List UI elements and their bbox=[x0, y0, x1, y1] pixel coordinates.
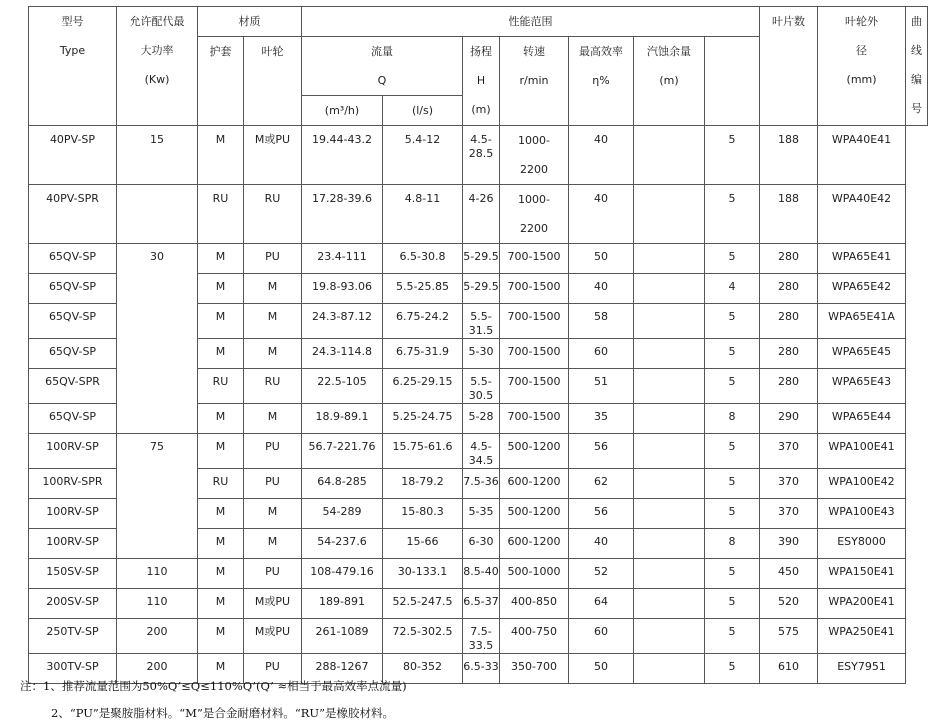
cell-speed: 700-1500 bbox=[500, 304, 569, 339]
cell-impeller: M bbox=[244, 274, 302, 304]
col-curve-header: 曲线编号 bbox=[906, 7, 928, 126]
cell-npsh bbox=[634, 244, 705, 274]
cell-model: 65QV-SP bbox=[29, 339, 117, 369]
cell-head: 5-28 bbox=[463, 404, 500, 434]
cell-npsh bbox=[634, 469, 705, 499]
cell-head: 4.5-28.5 bbox=[463, 126, 500, 185]
cell-impeller: RU bbox=[244, 369, 302, 404]
cell-efficiency: 64 bbox=[569, 589, 634, 619]
cell-diameter: 370 bbox=[760, 434, 818, 469]
cell-curve: ESY7951 bbox=[818, 654, 906, 684]
cell-head: 5-30 bbox=[463, 339, 500, 369]
table-row bbox=[29, 185, 928, 244]
cell-flow-m3h: 24.3-87.12 bbox=[302, 304, 383, 339]
cell-flow-ls: 6.75-31.9 bbox=[383, 339, 463, 369]
cell-speed: 1000- 2200 bbox=[500, 126, 569, 185]
cell-flow-m3h: 64.8-285 bbox=[302, 469, 383, 499]
cell-head: 7.5-36 bbox=[463, 469, 500, 499]
col-flow-header: 流量 Q bbox=[302, 37, 463, 96]
cell-flow-ls: 52.5-247.5 bbox=[383, 589, 463, 619]
cell-curve: WPA200E41 bbox=[818, 589, 906, 619]
cell-curve: WPA100E41 bbox=[818, 434, 906, 469]
cell-impeller: PU bbox=[244, 654, 302, 684]
cell-head: 5.5-30.5 bbox=[463, 369, 500, 404]
cell-curve: WPA65E42 bbox=[818, 274, 906, 304]
cell-model: 40PV-SPR bbox=[29, 185, 117, 244]
cell-efficiency: 60 bbox=[569, 619, 634, 654]
cell-impeller: M bbox=[244, 529, 302, 559]
cell-flow-ls: 30-133.1 bbox=[383, 559, 463, 589]
cell-npsh bbox=[634, 654, 705, 684]
cell-impeller: M bbox=[244, 339, 302, 369]
cell-impeller: M或PU bbox=[244, 589, 302, 619]
cell-efficiency: 58 bbox=[569, 304, 634, 339]
cell-blades: 5 bbox=[705, 434, 760, 469]
cell-flow-ls: 5.25-24.75 bbox=[383, 404, 463, 434]
cell-head: 7.5-33.5 bbox=[463, 619, 500, 654]
cell-model: 150SV-SP bbox=[29, 559, 117, 589]
cell-flow-ls: 6.5-30.8 bbox=[383, 244, 463, 274]
cell-power: 200 bbox=[117, 654, 198, 684]
cell-blades: 5 bbox=[705, 339, 760, 369]
cell-sheath: M bbox=[198, 274, 244, 304]
cell-efficiency: 52 bbox=[569, 559, 634, 589]
cell-flow-m3h: 189-891 bbox=[302, 589, 383, 619]
cell-speed: 350-700 bbox=[500, 654, 569, 684]
cell-impeller: PU bbox=[244, 559, 302, 589]
col-material-header: 材质 bbox=[198, 7, 302, 37]
cell-speed: 600-1200 bbox=[500, 529, 569, 559]
cell-speed: 400-750 bbox=[500, 619, 569, 654]
col-diameter-header: 叶轮外 径 (mm) bbox=[818, 7, 906, 126]
cell-flow-m3h: 17.28-39.6 bbox=[302, 185, 383, 244]
cell-speed: 1000- 2200 bbox=[500, 185, 569, 244]
cell-npsh bbox=[634, 559, 705, 589]
cell-npsh bbox=[634, 185, 705, 244]
cell-flow-ls: 15.75-61.6 bbox=[383, 434, 463, 469]
cell-diameter: 280 bbox=[760, 304, 818, 339]
cell-sheath: M bbox=[198, 589, 244, 619]
cell-sheath: M bbox=[198, 339, 244, 369]
cell-speed: 700-1500 bbox=[500, 369, 569, 404]
cell-sheath: M bbox=[198, 654, 244, 684]
table-row bbox=[29, 244, 928, 274]
cell-model: 100RV-SP bbox=[29, 529, 117, 559]
cell-head: 8.5-40 bbox=[463, 559, 500, 589]
cell-npsh bbox=[634, 434, 705, 469]
cell-model: 65QV-SP bbox=[29, 274, 117, 304]
cell-diameter: 390 bbox=[760, 529, 818, 559]
cell-curve: WPA40E42 bbox=[818, 185, 906, 244]
cell-flow-ls: 80-352 bbox=[383, 654, 463, 684]
cell-flow-ls: 5.5-25.85 bbox=[383, 274, 463, 304]
cell-npsh bbox=[634, 304, 705, 339]
cell-blades: 4 bbox=[705, 274, 760, 304]
cell-diameter: 290 bbox=[760, 404, 818, 434]
cell-efficiency: 35 bbox=[569, 404, 634, 434]
table-row bbox=[29, 559, 928, 589]
cell-model: 65QV-SP bbox=[29, 244, 117, 274]
cell-efficiency: 56 bbox=[569, 499, 634, 529]
cell-flow-ls: 5.4-12 bbox=[383, 126, 463, 185]
cell-blades: 5 bbox=[705, 244, 760, 274]
cell-sheath: M bbox=[198, 434, 244, 469]
cell-sheath: RU bbox=[198, 185, 244, 244]
cell-flow-m3h: 261-1089 bbox=[302, 619, 383, 654]
cell-flow-ls: 6.25-29.15 bbox=[383, 369, 463, 404]
col-sheath-header: 护套 bbox=[198, 37, 244, 126]
cell-flow-ls: 72.5-302.5 bbox=[383, 619, 463, 654]
cell-efficiency: 40 bbox=[569, 126, 634, 185]
cell-sheath: M bbox=[198, 619, 244, 654]
footnotes bbox=[20, 673, 407, 727]
cell-blades: 5 bbox=[705, 499, 760, 529]
cell-npsh bbox=[634, 339, 705, 369]
cell-blades: 5 bbox=[705, 469, 760, 499]
cell-flow-m3h: 54-237.6 bbox=[302, 529, 383, 559]
table-row bbox=[29, 619, 928, 654]
table-row bbox=[29, 589, 928, 619]
cell-flow-m3h: 288-1267 bbox=[302, 654, 383, 684]
col-performance-header: 性能范围 bbox=[302, 7, 760, 37]
cell-model: 65QV-SP bbox=[29, 304, 117, 339]
cell-flow-m3h: 56.7-221.76 bbox=[302, 434, 383, 469]
col-power-header: 允许配代最 大功率 (Kw) bbox=[117, 7, 198, 126]
cell-curve: WPA150E41 bbox=[818, 559, 906, 589]
cell-sheath: M bbox=[198, 404, 244, 434]
pump-spec-table bbox=[28, 6, 928, 684]
cell-speed: 700-1500 bbox=[500, 274, 569, 304]
cell-speed: 600-1200 bbox=[500, 469, 569, 499]
cell-blades: 5 bbox=[705, 589, 760, 619]
cell-model: 300TV-SP bbox=[29, 654, 117, 684]
footnote-1: 注：1、推荐流量范围为50%Q’≤Q≤110%Q’(Q’ ≈相当于最高效率点流量) bbox=[20, 679, 407, 693]
cell-curve: WPA40E41 bbox=[818, 126, 906, 185]
cell-diameter: 188 bbox=[760, 185, 818, 244]
cell-sheath: M bbox=[198, 244, 244, 274]
cell-diameter: 575 bbox=[760, 619, 818, 654]
cell-efficiency: 40 bbox=[569, 185, 634, 244]
cell-efficiency: 60 bbox=[569, 339, 634, 369]
cell-head: 4.5-34.5 bbox=[463, 434, 500, 469]
cell-sheath: RU bbox=[198, 369, 244, 404]
cell-efficiency: 51 bbox=[569, 369, 634, 404]
cell-efficiency: 62 bbox=[569, 469, 634, 499]
col-blades-header: 叶片数 bbox=[760, 7, 818, 126]
cell-curve: WPA65E43 bbox=[818, 369, 906, 404]
cell-flow-ls: 15-66 bbox=[383, 529, 463, 559]
cell-blades: 5 bbox=[705, 559, 760, 589]
col-npsh-header: 汽蚀余量 (m) bbox=[634, 37, 705, 126]
cell-efficiency: 50 bbox=[569, 244, 634, 274]
cell-speed: 500-1000 bbox=[500, 559, 569, 589]
cell-npsh bbox=[634, 619, 705, 654]
cell-efficiency: 50 bbox=[569, 654, 634, 684]
col-flow-ls-header: (l/s) bbox=[383, 96, 463, 126]
cell-flow-m3h: 19.44-43.2 bbox=[302, 126, 383, 185]
cell-diameter: 520 bbox=[760, 589, 818, 619]
cell-flow-m3h: 18.9-89.1 bbox=[302, 404, 383, 434]
cell-speed: 700-1500 bbox=[500, 339, 569, 369]
cell-model: 40PV-SP bbox=[29, 126, 117, 185]
cell-speed: 700-1500 bbox=[500, 404, 569, 434]
cell-flow-m3h: 19.8-93.06 bbox=[302, 274, 383, 304]
cell-speed: 500-1200 bbox=[500, 499, 569, 529]
cell-sheath: RU bbox=[198, 469, 244, 499]
cell-blades: 8 bbox=[705, 529, 760, 559]
cell-power: 75 bbox=[117, 434, 198, 559]
cell-flow-m3h: 24.3-114.8 bbox=[302, 339, 383, 369]
cell-curve: WPA65E41 bbox=[818, 244, 906, 274]
cell-flow-ls: 4.8-11 bbox=[383, 185, 463, 244]
cell-blades: 8 bbox=[705, 404, 760, 434]
cell-curve: WPA250E41 bbox=[818, 619, 906, 654]
cell-curve: WPA65E44 bbox=[818, 404, 906, 434]
cell-power: 110 bbox=[117, 559, 198, 589]
cell-power: 15 bbox=[117, 126, 198, 185]
cell-diameter: 188 bbox=[760, 126, 818, 185]
cell-diameter: 280 bbox=[760, 369, 818, 404]
cell-blades: 5 bbox=[705, 369, 760, 404]
col-impeller-header: 叶轮 bbox=[244, 37, 302, 126]
cell-diameter: 370 bbox=[760, 469, 818, 499]
cell-model: 200SV-SP bbox=[29, 589, 117, 619]
cell-head: 5-35 bbox=[463, 499, 500, 529]
table-row bbox=[29, 434, 928, 469]
cell-blades: 5 bbox=[705, 185, 760, 244]
cell-efficiency: 56 bbox=[569, 434, 634, 469]
cell-head: 6.5-33 bbox=[463, 654, 500, 684]
cell-speed: 700-1500 bbox=[500, 244, 569, 274]
cell-curve: WPA65E45 bbox=[818, 339, 906, 369]
cell-model: 100RV-SP bbox=[29, 434, 117, 469]
cell-head: 6-30 bbox=[463, 529, 500, 559]
cell-efficiency: 40 bbox=[569, 274, 634, 304]
cell-impeller: PU bbox=[244, 469, 302, 499]
cell-blades: 5 bbox=[705, 304, 760, 339]
cell-diameter: 280 bbox=[760, 244, 818, 274]
cell-sheath: M bbox=[198, 304, 244, 339]
cell-sheath: M bbox=[198, 529, 244, 559]
cell-impeller: RU bbox=[244, 185, 302, 244]
cell-curve: WPA100E42 bbox=[818, 469, 906, 499]
cell-head: 5-29.5 bbox=[463, 274, 500, 304]
col-speed-header: 转速 r/min bbox=[500, 37, 569, 126]
cell-head: 4-26 bbox=[463, 185, 500, 244]
cell-diameter: 370 bbox=[760, 499, 818, 529]
col-model-header: 型号 Type bbox=[29, 7, 117, 126]
cell-npsh bbox=[634, 274, 705, 304]
cell-power bbox=[117, 185, 198, 244]
cell-head: 6.5-37 bbox=[463, 589, 500, 619]
cell-flow-m3h: 108-479.16 bbox=[302, 559, 383, 589]
cell-impeller: M或PU bbox=[244, 126, 302, 185]
cell-diameter: 450 bbox=[760, 559, 818, 589]
cell-flow-m3h: 54-289 bbox=[302, 499, 383, 529]
cell-flow-ls: 6.75-24.2 bbox=[383, 304, 463, 339]
cell-model: 100RV-SP bbox=[29, 499, 117, 529]
col-flow-m3h-header: (m³/h) bbox=[302, 96, 383, 126]
cell-power: 30 bbox=[117, 244, 198, 434]
cell-impeller: PU bbox=[244, 434, 302, 469]
cell-efficiency: 40 bbox=[569, 529, 634, 559]
cell-impeller: M或PU bbox=[244, 619, 302, 654]
cell-speed: 400-850 bbox=[500, 589, 569, 619]
cell-npsh bbox=[634, 499, 705, 529]
cell-sheath: M bbox=[198, 126, 244, 185]
cell-impeller: PU bbox=[244, 244, 302, 274]
cell-npsh bbox=[634, 589, 705, 619]
cell-diameter: 280 bbox=[760, 274, 818, 304]
col-efficiency-header: 最高效率 η% bbox=[569, 37, 634, 126]
col-head-header: 扬程 H (m) bbox=[463, 37, 500, 126]
cell-flow-ls: 18-79.2 bbox=[383, 469, 463, 499]
cell-curve: WPA100E43 bbox=[818, 499, 906, 529]
cell-impeller: M bbox=[244, 404, 302, 434]
cell-npsh bbox=[634, 126, 705, 185]
cell-head: 5-29.5 bbox=[463, 244, 500, 274]
cell-npsh bbox=[634, 529, 705, 559]
footnote-2: 2、“PU”是聚胺脂材料。“M”是合金耐磨材料。“RU”是橡胶材料。 bbox=[51, 706, 394, 720]
table-row bbox=[29, 126, 928, 185]
cell-curve: ESY8000 bbox=[818, 529, 906, 559]
cell-blades: 5 bbox=[705, 126, 760, 185]
cell-model: 65QV-SP bbox=[29, 404, 117, 434]
cell-sheath: M bbox=[198, 559, 244, 589]
cell-blades: 5 bbox=[705, 619, 760, 654]
cell-model: 100RV-SPR bbox=[29, 469, 117, 499]
cell-diameter: 610 bbox=[760, 654, 818, 684]
cell-diameter: 280 bbox=[760, 339, 818, 369]
cell-flow-ls: 15-80.3 bbox=[383, 499, 463, 529]
cell-flow-m3h: 22.5-105 bbox=[302, 369, 383, 404]
cell-npsh bbox=[634, 404, 705, 434]
cell-impeller: M bbox=[244, 499, 302, 529]
cell-head: 5.5-31.5 bbox=[463, 304, 500, 339]
cell-flow-m3h: 23.4-111 bbox=[302, 244, 383, 274]
cell-impeller: M bbox=[244, 304, 302, 339]
cell-model: 250TV-SP bbox=[29, 619, 117, 654]
cell-npsh bbox=[634, 369, 705, 404]
cell-curve: WPA65E41A bbox=[818, 304, 906, 339]
cell-sheath: M bbox=[198, 499, 244, 529]
cell-blades: 5 bbox=[705, 654, 760, 684]
cell-power: 200 bbox=[117, 619, 198, 654]
cell-power: 110 bbox=[117, 589, 198, 619]
cell-model: 65QV-SPR bbox=[29, 369, 117, 404]
cell-speed: 500-1200 bbox=[500, 434, 569, 469]
